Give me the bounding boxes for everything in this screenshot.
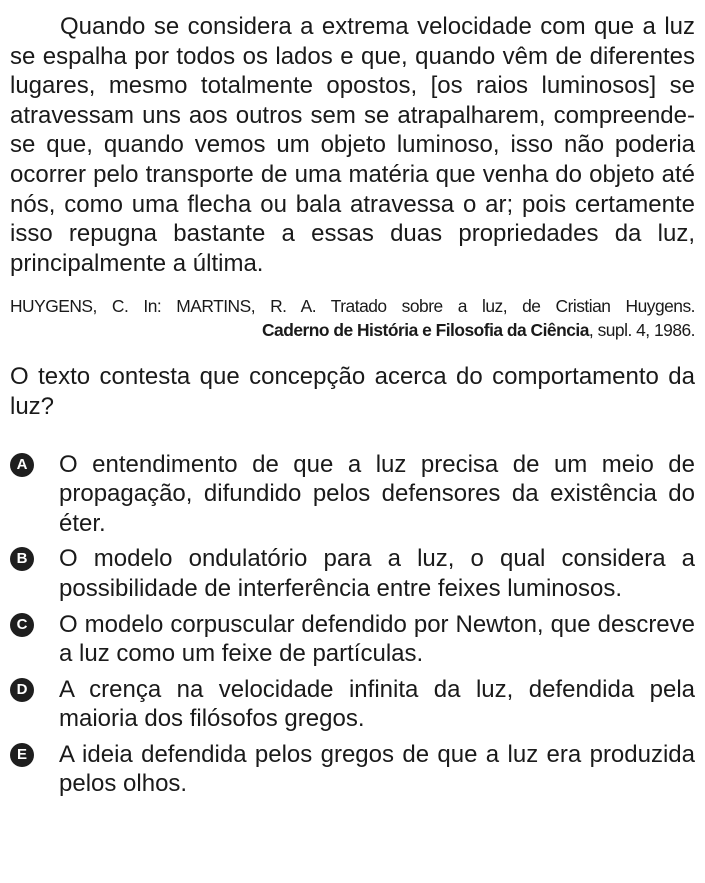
- option-d-text: A crença na velocidade infinita da luz, defendida pela maioria dos filósofos gregos.: [59, 675, 695, 733]
- option-c-text: O modelo corpuscular defendido por Newton, que descreve a luz como um feixe de partículas.: [59, 610, 695, 668]
- option-d[interactable]: [10, 675, 695, 734]
- question-stem: O texto contesta que concepção acerca do comportamento da luz?: [10, 363, 695, 420]
- citation: [10, 294, 695, 342]
- option-b-text: O modelo ondulatório para a luz, o qual considera a possibilidade de interferência entre feixes luminosos.: [59, 545, 695, 602]
- option-e-badge-icon: E: [10, 743, 34, 767]
- answer-options: [10, 450, 695, 800]
- option-a-text: O entendimento de que a luz precisa de um meio de propagação, difundido pelos defensores da existência do éter.: [59, 450, 695, 537]
- citation-suffix: , supl. 4, 1986.: [588, 320, 695, 341]
- passage-text: Quando se considera a extrema velocidade com que a luz se espalha por todos os lados e que, quando vêm de diferentes lugares, mesmo totalmente opostos, [os raios luminosos] se atravessam uns aos outros sem se atrapalharem, compreende-se que, quando vemos um objeto luminoso, isso não poderia ocorrer pelo transporte de uma matéria que venha do objeto até nós, como uma flecha ou bala atravessa o ar; pois certamente isso repugna bastante a essas duas propriedades da luz, principalmente a última.: [10, 13, 695, 277]
- option-e[interactable]: [10, 740, 695, 799]
- option-e-text: A ideia defendida pelos gregos de que a luz era produzida pelos olhos.: [59, 740, 695, 798]
- option-b-badge-icon: B: [10, 547, 34, 571]
- option-b[interactable]: [10, 544, 695, 603]
- citation-reference: HUYGENS, C. In: MARTINS, R. A. Tratado sobre a luz, de Cristian Huygens.: [10, 296, 695, 317]
- citation-source: [10, 318, 695, 342]
- option-d-badge-icon: D: [10, 678, 34, 702]
- citation-journal: Caderno de História e Filosofia da Ciência: [262, 320, 589, 341]
- option-a[interactable]: [10, 450, 695, 539]
- option-c-badge-icon: C: [10, 613, 34, 637]
- option-c[interactable]: [10, 610, 695, 669]
- option-a-badge-icon: A: [10, 453, 34, 477]
